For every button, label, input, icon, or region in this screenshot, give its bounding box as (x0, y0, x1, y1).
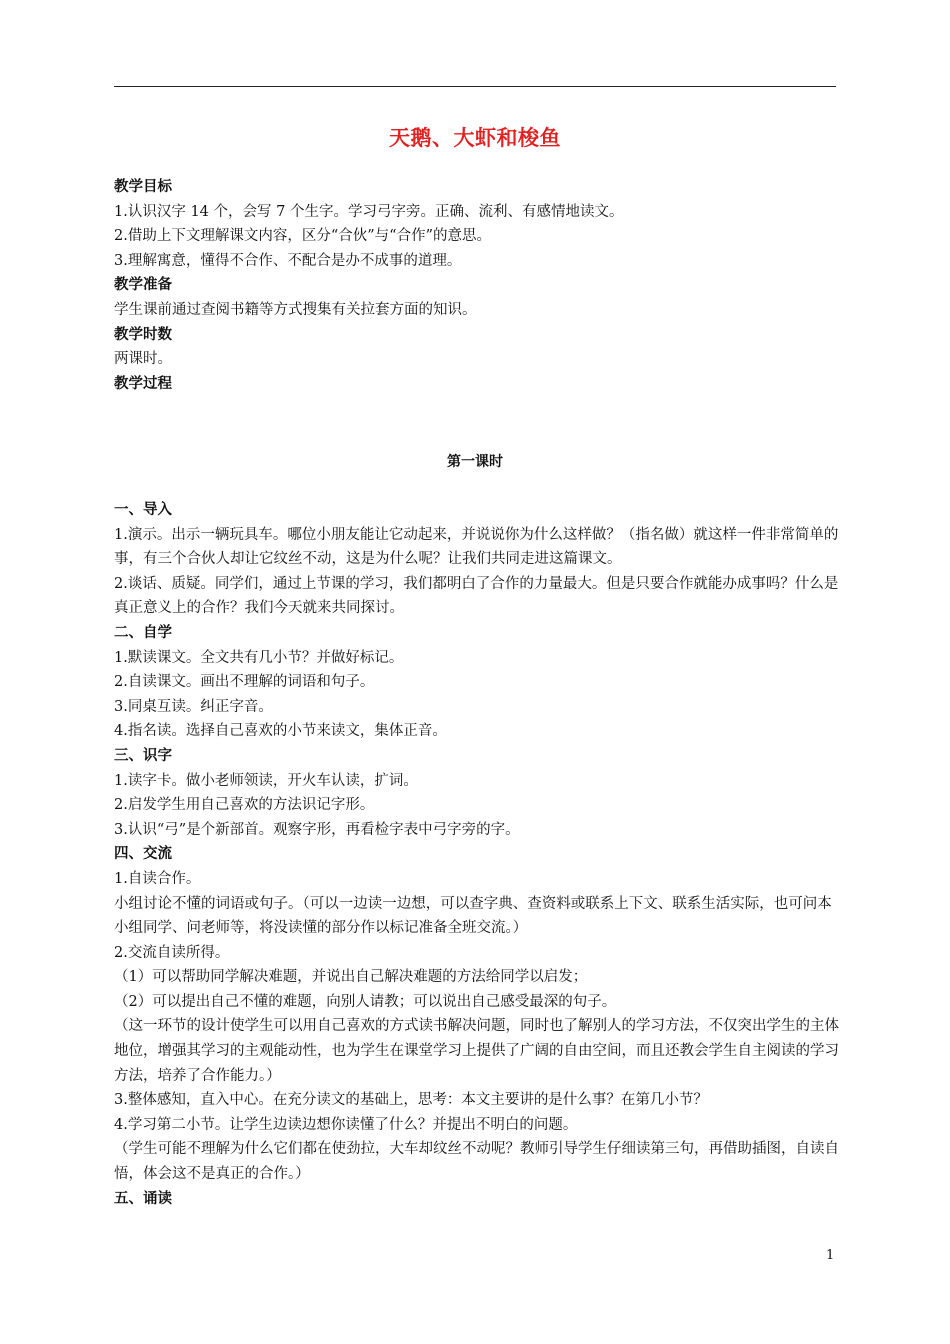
goals-section (114, 175, 840, 396)
paragraph: （学生可能不理解为什么它们都在使劲拉，大车却纹丝不动呢？教师引导学生仔细读第三句，再借助插图，自读自悟，体会这不是真正的合作。） (114, 1141, 839, 1183)
list-item: 4.指名读。选择自己喜欢的小节来读文，集体正音。 (114, 723, 447, 740)
paragraph: 1.演示。出示一辆玩具车。哪位小朋友能让它动起来，并说说你为什么这样做？（指名做）就这样一件非常简单的事，有三个合伙人却让它纹丝不动，这是为什么呢？让我们共同走进这篇课文。 (114, 526, 839, 568)
paragraph: （这一环节的设计使学生可以用自己喜欢的方式读书解决问题，同时也了解别人的学习方法，不仅突出学生的主体地位，增强其学习的主观能动性，也为学生在课堂学习上提供了广阔的自由空间，而且还教会学生自主阅读的学习方法，培养了合作能力。） (114, 1018, 839, 1084)
list-item: （2）可以提出自己不懂的难题，向别人请教；可以说出自己感受最深的句子。 (114, 993, 617, 1010)
list-item: 2.启发学生用自己喜欢的方法识记字形。 (114, 797, 375, 814)
list-item: 4.学习第二小节。让学生边读边想你读懂了什么？并提出不明白的问题。 (114, 1116, 578, 1133)
section-heading-characters: 三、识字 (114, 747, 172, 764)
list-item: 1.自读合作。 (114, 870, 201, 887)
lesson-body (114, 498, 840, 1211)
hours-text: 两课时。 (114, 351, 172, 368)
list-item: 1.默读课文。全文共有几小节？并做好标记。 (114, 649, 404, 666)
section-heading-exchange: 四、交流 (114, 846, 172, 863)
list-item: 3.认识“弓”是个新部首。观察字形，再看检字表中弓字旁的字。 (114, 821, 520, 838)
section-heading-recite: 五、诵读 (114, 1190, 172, 1207)
goal-item: 2.借助上下文理解课文内容，区分“合伙”与“合作”的意思。 (114, 228, 491, 245)
lesson-heading: 第一课时 (447, 454, 503, 470)
document-title: 天鹅、大虾和梭鱼 (389, 126, 561, 150)
process-heading: 教学过程 (114, 375, 172, 392)
prep-text: 学生课前通过查阅书籍等方式搜集有关拉套方面的知识。 (114, 301, 477, 318)
list-item: 2.交流自读所得。 (114, 944, 230, 961)
paragraph: 2.谈话、质疑。同学们，通过上节课的学习，我们都明白了合作的力量最大。但是只要合作就能办成事吗？什么是真正意义上的合作？我们今天就来共同探讨。 (114, 575, 839, 617)
paragraph: 小组讨论不懂的词语或句子。（可以一边读一边想，可以查字典、查资料或联系上下文、联系生活实际，也可问本小组同学、问老师等，将没读懂的部分作以标记准备全班交流。） (114, 895, 832, 937)
goals-heading: 教学目标 (114, 179, 172, 195)
prep-heading: 教学准备 (114, 277, 172, 294)
list-item: 3.整体感知，直入中心。在充分读文的基础上，思考：本文主要讲的是什么事？在第几小节？ (114, 1092, 708, 1109)
list-item: 2.自读课文。画出不理解的词语和句子。 (114, 674, 375, 691)
goal-item: 3.理解寓意，懂得不合作、不配合是办不成事的道理。 (114, 252, 462, 269)
list-item: 1.读字卡。做小老师领读，开火车认读，扩词。 (114, 772, 418, 789)
list-item: （1）可以帮助同学解决难题，并说出自己解决难题的方法给同学以启发； (114, 969, 588, 986)
header-rule (114, 86, 836, 87)
section-heading-selfstudy: 二、自学 (114, 624, 172, 641)
goal-item: 1.认识汉字 14 个，会写 7 个生字。学习弓字旁。正确、流利、有感情地读文。 (114, 203, 624, 220)
section-heading-intro: 一、导入 (114, 502, 172, 518)
page-number: 1 (826, 1248, 835, 1263)
list-item: 3.同桌互读。纠正字音。 (114, 698, 273, 715)
hours-heading: 教学时数 (114, 326, 172, 343)
